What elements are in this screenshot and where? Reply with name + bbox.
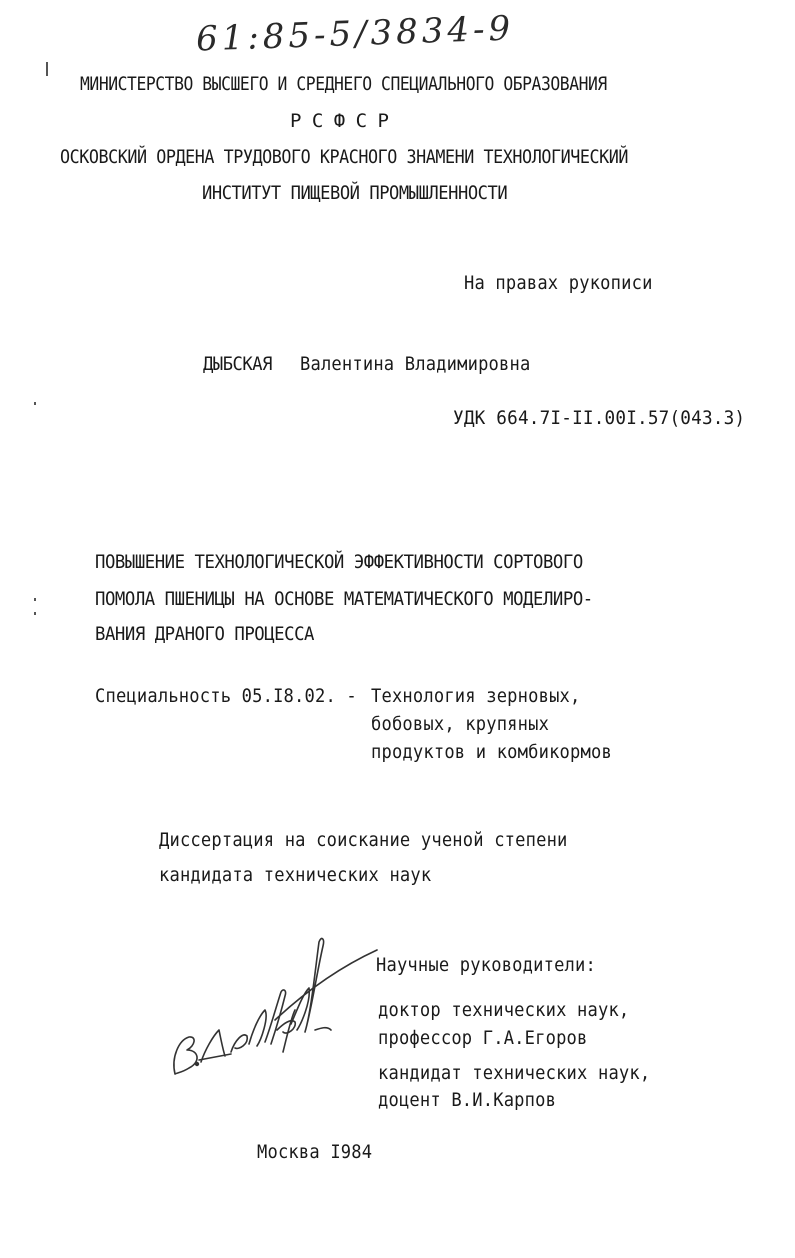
ministry-line: МИНИСТЕРСТВО ВЫСШЕГО И СРЕДНЕГО СПЕЦИАЛЬНОГО ОБРАЗОВАНИЯ	[80, 73, 607, 95]
margin-mark	[34, 612, 36, 615]
manuscript-rights: На правах рукописи	[464, 272, 653, 294]
specialty-line-2: бобовых, крупяных	[371, 713, 550, 735]
specialty-line-1: Технология зерновых,	[371, 685, 581, 707]
dissertation-line-1: Диссертация на соискание ученой степени	[159, 829, 568, 851]
supervisor-2-name: доцент В.И.Карпов	[378, 1089, 557, 1111]
republic-line: Р С Ф С Р	[290, 110, 389, 132]
archive-number: 61:85-5/3834-9	[195, 8, 515, 60]
title-line-1: ПОВЫШЕНИЕ ТЕХНОЛОГИЧЕСКОЙ ЭФФЕКТИВНОСТИ СОРТОВОГО	[95, 551, 583, 573]
place-year: Москва I984	[257, 1141, 373, 1163]
supervisor-1-degree: доктор технических наук,	[378, 999, 630, 1021]
specialty-label: Специальность 05.I8.02. -	[95, 685, 357, 707]
margin-mark	[46, 62, 48, 76]
author-given-names: Валентина Владимировна	[300, 353, 531, 375]
institute-line-2: ИНСТИТУТ ПИЩЕВОЙ ПРОМЫШЛЕННОСТИ	[202, 182, 508, 204]
supervisor-2-degree: кандидат технических наук,	[378, 1062, 651, 1084]
margin-mark	[34, 402, 36, 405]
title-line-3: ВАНИЯ ДРАНОГО ПРОЦЕССА	[95, 623, 315, 645]
signature	[165, 932, 385, 1082]
supervisor-1-name: профессор Г.А.Егоров	[378, 1027, 588, 1049]
institute-line-1: ОСКОВСКИЙ ОРДЕНА ТРУДОВОГО КРАСНОГО ЗНАМЕНИ ТЕХНОЛОГИЧЕСКИЙ	[60, 146, 628, 168]
udc-code: УДК 664.7I-II.00I.57(043.3)	[453, 407, 746, 429]
margin-mark	[34, 598, 36, 601]
title-line-2: ПОМОЛА ПШЕНИЦЫ НА ОСНОВЕ МАТЕМАТИЧЕСКОГО МОДЕЛИРО-	[95, 588, 593, 610]
author-surname: ДЫБСКАЯ	[203, 353, 272, 375]
dissertation-line-2: кандидата технических наук	[159, 864, 432, 886]
specialty-line-3: продуктов и комбикормов	[371, 741, 612, 763]
supervisors-heading: Научные руководители:	[376, 954, 596, 976]
